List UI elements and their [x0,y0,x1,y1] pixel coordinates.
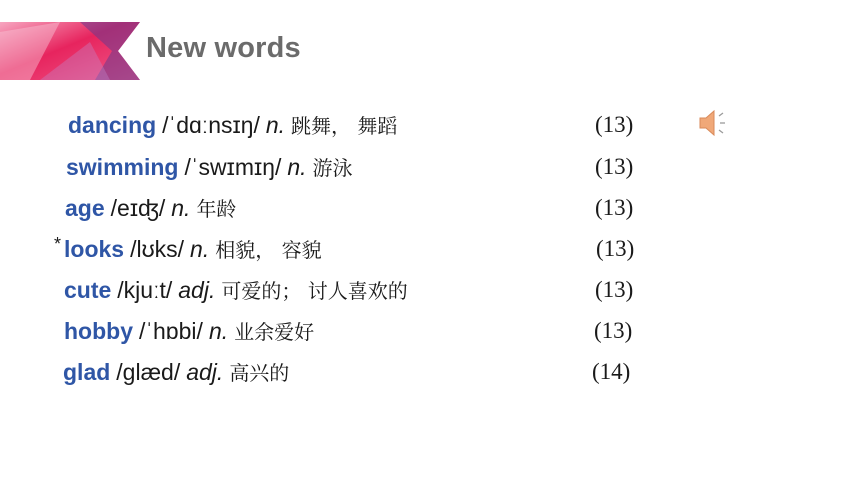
vocab-word: hobby [64,318,133,344]
word-row [65,193,236,229]
phonetic: /lʊks/ [130,236,185,262]
vocab-word: dancing [68,112,157,138]
phonetic: /glæd/ [116,359,181,385]
chinese-meaning: 业余爱好 [234,320,315,344]
phonetic: /ˈswɪmɪŋ/ [184,154,282,180]
part-of-speech: n. [190,236,210,262]
page-reference: (14) [592,359,631,384]
phonetic: /ˈhɒbi/ [139,318,203,344]
star-mark: * [54,234,62,254]
word-row [66,152,353,188]
word-row [64,316,314,352]
chinese-meaning: 年龄 [196,197,237,221]
part-of-speech: n. [208,318,229,344]
page-reference: (13) [595,154,634,179]
audio-button[interactable] [696,106,730,140]
phonetic: /eɪʤ/ [110,195,166,221]
phonetic: /ˈdɑːnsɪŋ/ [162,112,260,138]
part-of-speech: adj. [178,277,216,303]
vocab-word: swimming [66,154,179,180]
part-of-speech: n. [171,195,191,221]
part-of-speech: n. [287,154,307,180]
page-reference: (13) [595,277,634,302]
part-of-speech: n. [265,112,286,138]
word-row [64,275,408,311]
page-reference: (13) [594,318,633,343]
chinese-meaning: 跳舞， 舞蹈 [291,114,398,138]
page-reference: (13) [595,112,634,137]
word-row [63,357,289,393]
vocab-word: glad [63,359,111,385]
chinese-meaning: 游泳 [312,156,353,180]
vocab-word: cute [64,277,112,303]
slide-title: New words [146,32,301,64]
vocab-word: age [65,195,105,221]
title-banner-decoration [0,22,140,80]
chinese-meaning: 相貌， 容貌 [215,238,322,262]
phonetic: /kjuːt/ [117,277,173,303]
vocab-word: looks [64,236,125,262]
word-row [68,110,397,146]
page-reference: (13) [595,195,634,220]
chinese-meaning: 高兴的 [229,361,290,385]
page-reference: (13) [596,236,635,261]
speaker-icon [696,106,730,140]
word-row [54,234,322,270]
part-of-speech: adj. [186,359,224,385]
chinese-meaning: 可爱的； 讨人喜欢的 [221,279,408,303]
